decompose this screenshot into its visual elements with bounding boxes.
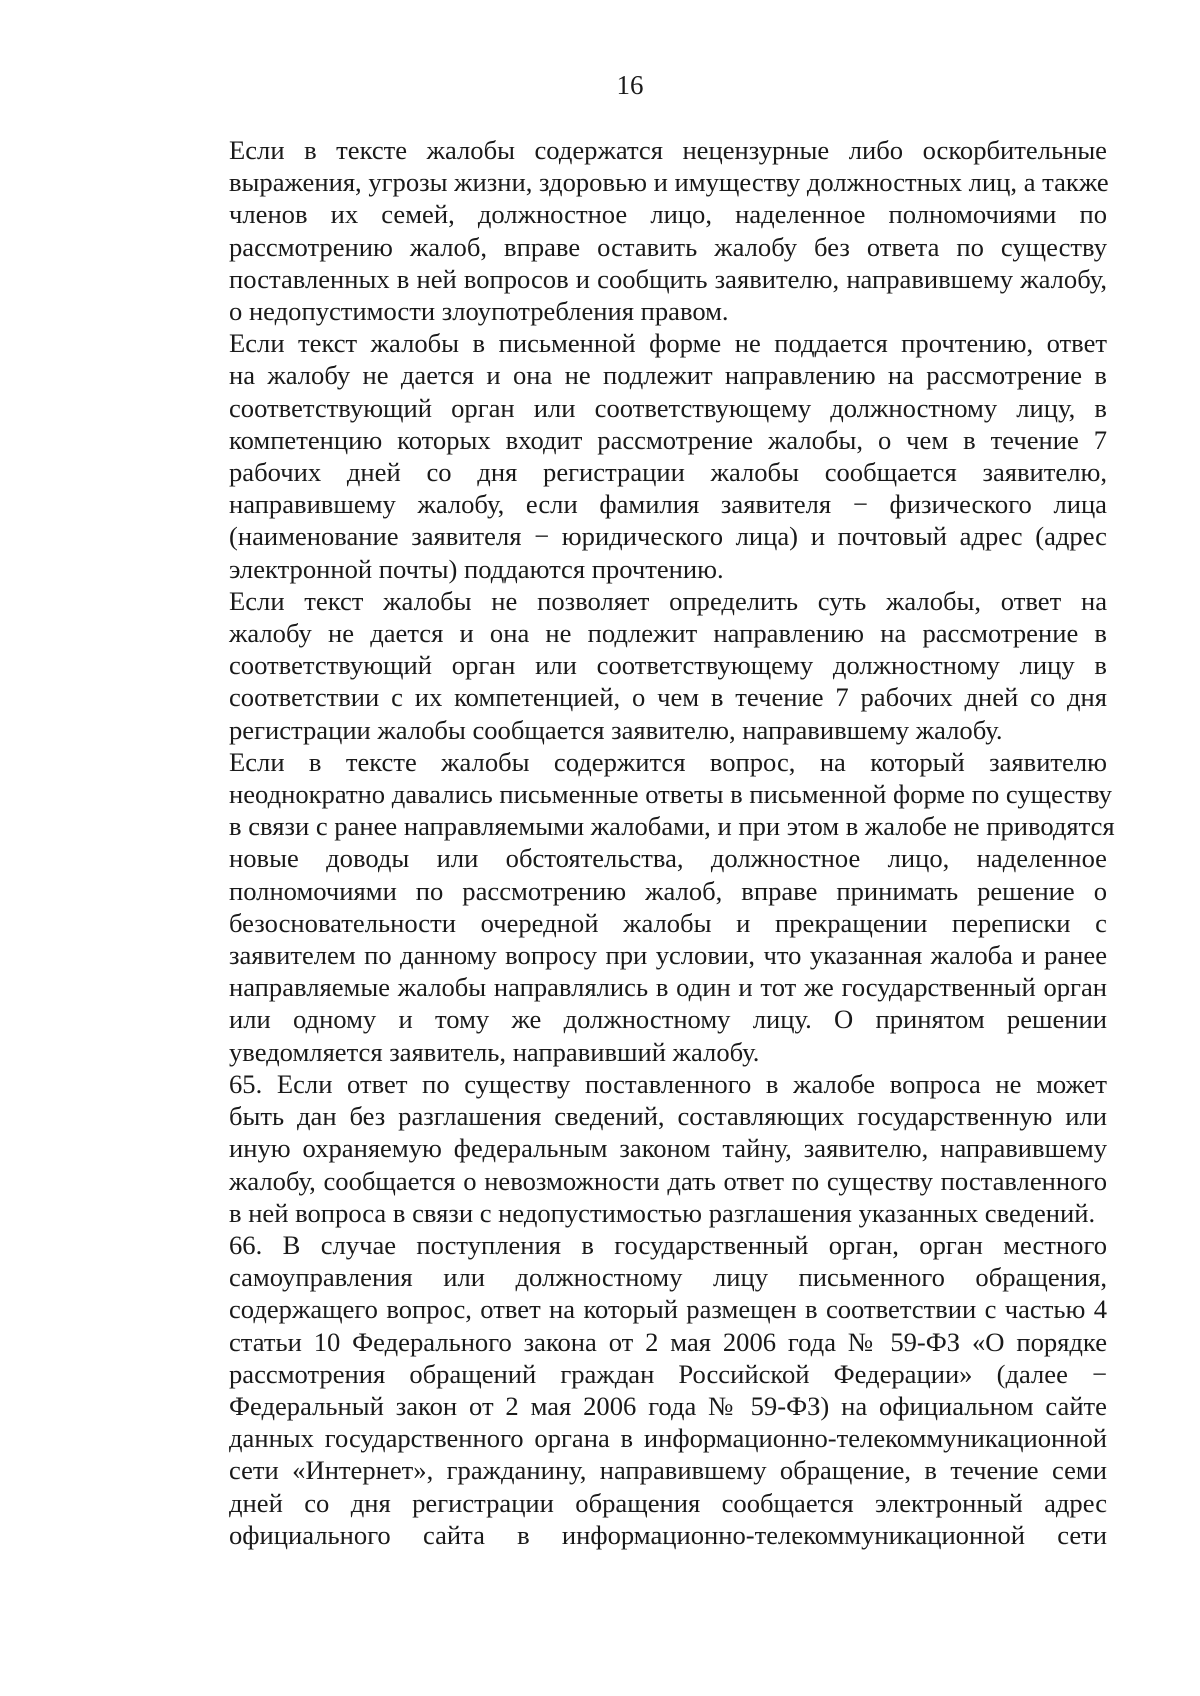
- text-line: безосновательности очередной жалобы и прекращении переписки с: [229, 907, 1107, 938]
- paragraph: [157, 1068, 1107, 1229]
- text-line: быть дан без разглашения сведений, составляющих государственную или: [229, 1101, 1107, 1132]
- paragraph: [157, 327, 1107, 585]
- text-line: членов их семей, должностное лицо, наделенное полномочиями по: [229, 199, 1107, 230]
- text-line: рассмотрению жалоб, вправе оставить жалобу без ответа по существу: [229, 231, 1107, 262]
- text-line: жалобу, сообщается о невозможности дать ответ по существу поставленного: [229, 1165, 1107, 1196]
- text-line: регистрации жалобы сообщается заявителю, направившему жалобу.: [229, 714, 1003, 745]
- text-line: иную охраняемую федеральным законом тайну, заявителю, направившему: [229, 1133, 1107, 1164]
- text-line: направившему жалобу, если фамилия заявителя − физического лица: [229, 489, 1107, 520]
- paragraph: [157, 746, 1115, 1068]
- paragraph: [157, 585, 1107, 746]
- text-line: на жалобу не дается и она не подлежит направлению на рассмотрение в: [229, 360, 1107, 391]
- text-line: 65. Если ответ по существу поставленного в жалобе вопроса не может: [229, 1068, 1107, 1099]
- text-line: самоуправления или должностному лицу письменного обращения,: [229, 1262, 1107, 1293]
- text-line: (наименование заявителя − юридического лица) и почтовый адрес (адрес: [229, 521, 1107, 552]
- text-line: соответствующий орган или соответствующему должностному лицу, в: [229, 392, 1107, 423]
- text-line: направляемые жалобы направлялись в один и тот же государственный орган: [229, 972, 1107, 1003]
- text-line: Если текст жалобы не позволяет определить суть жалобы, ответ на: [229, 585, 1107, 616]
- text-line: неоднократно давались письменные ответы в письменной форме по существу: [229, 779, 1112, 810]
- paragraph: [157, 1229, 1107, 1551]
- document-body: [157, 134, 1115, 1551]
- text-line: содержащего вопрос, ответ на который размещен в соответствии с частью 4: [229, 1294, 1107, 1325]
- text-line: рассмотрения обращений граждан Российской Федерации» (далее −: [229, 1358, 1107, 1389]
- paragraph: [157, 134, 1107, 327]
- text-line: Если текст жалобы в письменной форме не поддается прочтению, ответ: [229, 328, 1107, 359]
- text-line: статьи 10 Федерального закона от 2 мая 2006 года № 59-ФЗ «О порядке: [229, 1326, 1107, 1357]
- text-line: соответствующий орган или соответствующему должностному лицу в: [229, 650, 1107, 681]
- page-number: 16: [616, 70, 644, 100]
- text-line: компетенцию которых входит рассмотрение жалобы, о чем в течение 7: [229, 424, 1107, 455]
- text-line: заявителем по данному вопросу при условии, что указанная жалоба и ранее: [229, 940, 1107, 971]
- text-line: в связи с ранее направляемыми жалобами, и при этом в жалобе не приводятся: [229, 811, 1115, 842]
- text-line: дней со дня регистрации обращения сообщается электронный адрес: [229, 1487, 1107, 1518]
- text-line: сети «Интернет», гражданину, направившему обращение, в течение семи: [229, 1455, 1107, 1486]
- text-line: выражения, угрозы жизни, здоровью и имуществу должностных лиц, а также: [229, 167, 1109, 198]
- text-line: соответствии с их компетенцией, о чем в течение 7 рабочих дней со дня: [229, 682, 1107, 713]
- text-line: новые доводы или обстоятельства, должностное лицо, наделенное: [229, 843, 1107, 874]
- text-line: уведомляется заявитель, направивший жалобу.: [229, 1036, 760, 1067]
- text-line: данных государственного органа в информационно-телекоммуникационной: [229, 1423, 1107, 1454]
- text-line: 66. В случае поступления в государственный орган, орган местного: [229, 1229, 1107, 1260]
- text-line: полномочиями по рассмотрению жалоб, вправе принимать решение о: [229, 875, 1107, 906]
- text-line: в ней вопроса в связи с недопустимостью разглашения указанных сведений.: [229, 1197, 1096, 1228]
- text-line: о недопустимости злоупотребления правом.: [229, 296, 729, 327]
- text-line: Если в тексте жалобы содержатся нецензурные либо оскорбительные: [229, 135, 1107, 165]
- text-line: рабочих дней со дня регистрации жалобы сообщается заявителю,: [229, 457, 1107, 488]
- text-line: официального сайта в информационно-телекоммуникационной сети: [229, 1519, 1107, 1550]
- text-line: электронной почты) поддаются прочтению.: [229, 553, 724, 584]
- text-line: жалобу не дается и она не подлежит направлению на рассмотрение в: [229, 618, 1107, 649]
- text-line: Если в тексте жалобы содержится вопрос, на который заявителю: [229, 746, 1107, 777]
- text-line: Федеральный закон от 2 мая 2006 года № 59-ФЗ) на официальном сайте: [229, 1390, 1107, 1421]
- text-line: поставленных в ней вопросов и сообщить заявителю, направившему жалобу,: [229, 263, 1107, 294]
- text-line: или одному и тому же должностному лицу. О принятом решении: [229, 1004, 1107, 1035]
